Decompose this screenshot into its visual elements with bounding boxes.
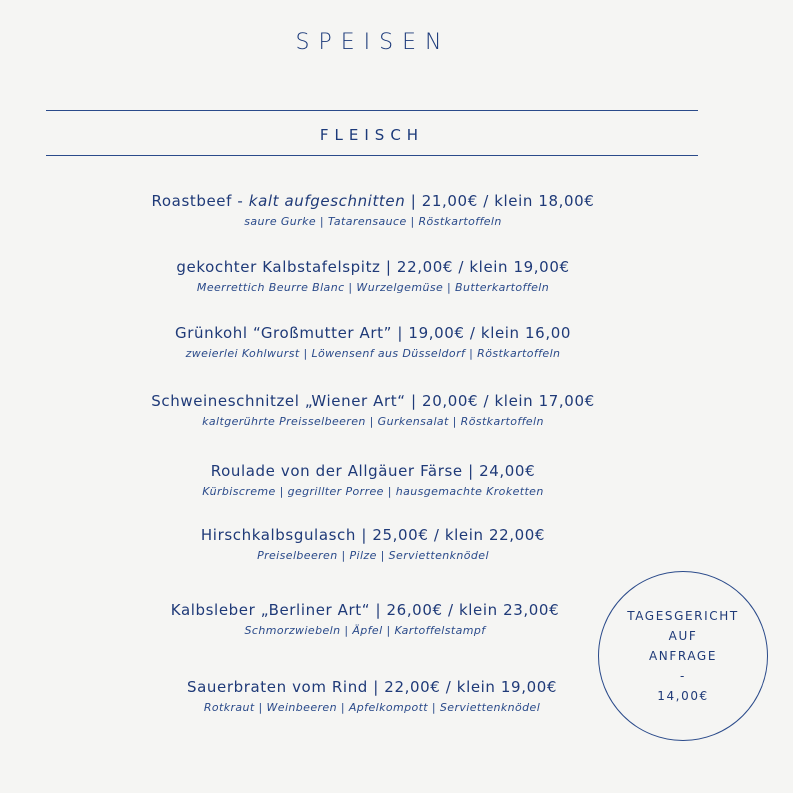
dish-price: | 20,00€ / klein 17,00€ xyxy=(405,392,595,410)
badge-line-1: TAGESGERICHT xyxy=(627,609,739,623)
page-title: SPEISEN xyxy=(295,30,451,55)
dish-price: | 24,00€ xyxy=(462,462,536,480)
dish-sides: kaltgerührte Preisselbeeren | Gurkensalat | Röstkartoffeln xyxy=(202,415,544,428)
dish-name: gekochter Kalbstafelspitz xyxy=(176,258,381,276)
menu-item-kalbstafelspitz xyxy=(0,258,746,294)
dish-sides: zweierlei Kohlwurst | Löwensenf aus Düsseldorf | Röstkartoffeln xyxy=(185,347,561,360)
dish-price: | 19,00€ / klein 16,00 xyxy=(392,324,571,342)
dish-sides: Schmorzwiebeln | Äpfel | Kartoffelstampf xyxy=(244,624,486,637)
dish-price: | 26,00€ / klein 23,00€ xyxy=(370,601,560,619)
menu-item-roastbeef xyxy=(0,192,746,228)
dish-price: | 25,00€ / klein 22,00€ xyxy=(355,526,546,544)
dish-price: | 22,00€ / klein 19,00€ xyxy=(380,258,570,276)
dish-title xyxy=(0,324,746,342)
dish-name: Roastbeef - xyxy=(151,192,249,210)
dish-sides: Rotkraut | Weinbeeren | Apfelkompott | Serviettenknödel xyxy=(203,701,541,714)
menu-item-gruenkohl xyxy=(0,324,746,360)
section-title: FLEISCH xyxy=(319,126,425,144)
badge-line-4: - xyxy=(680,669,686,683)
menu-item-hirschkalbsgulasch xyxy=(0,526,746,562)
dish-title xyxy=(0,258,746,276)
dish-title xyxy=(0,192,746,210)
dish-price: | 22,00€ / klein 19,00€ xyxy=(367,678,557,696)
dish-name: Grünkohl “Großmutter Art” xyxy=(175,324,393,342)
daily-special-badge xyxy=(598,571,768,741)
dish-sides: Kürbiscreme | gegrillter Porree | hausgemachte Kroketten xyxy=(202,485,544,498)
section-divider-bottom xyxy=(46,155,698,156)
dish-sides: Preiselbeeren | Pilze | Serviettenknödel xyxy=(257,549,489,562)
dish-name: Kalbsleber „Berliner Art“ xyxy=(170,601,371,619)
dish-name: Sauerbraten vom Rind xyxy=(186,678,368,696)
dish-name-italic: kalt aufgeschnitten xyxy=(248,192,406,210)
badge-line-2: AUF xyxy=(668,629,698,643)
badge-price: 14,00€ xyxy=(657,689,709,703)
section-divider-top xyxy=(46,110,698,111)
dish-title xyxy=(0,462,746,480)
dish-name: Roulade von der Allgäuer Färse xyxy=(210,462,463,480)
badge-line-3: ANFRAGE xyxy=(648,649,718,663)
dish-title xyxy=(0,526,746,544)
dish-sides: Meerrettich Beurre Blanc | Wurzelgemüse | Butterkartoffeln xyxy=(196,281,550,294)
menu-item-roulade xyxy=(0,462,746,498)
dish-price: | 21,00€ / klein 18,00€ xyxy=(405,192,595,210)
menu-item-schweineschnitzel xyxy=(0,392,746,428)
dish-name: Schweineschnitzel „Wiener Art“ xyxy=(151,392,406,410)
dish-name: Hirschkalbsgulasch xyxy=(200,526,356,544)
dish-sides: saure Gurke | Tatarensauce | Röstkartoffeln xyxy=(244,215,502,228)
dish-title xyxy=(0,392,746,410)
